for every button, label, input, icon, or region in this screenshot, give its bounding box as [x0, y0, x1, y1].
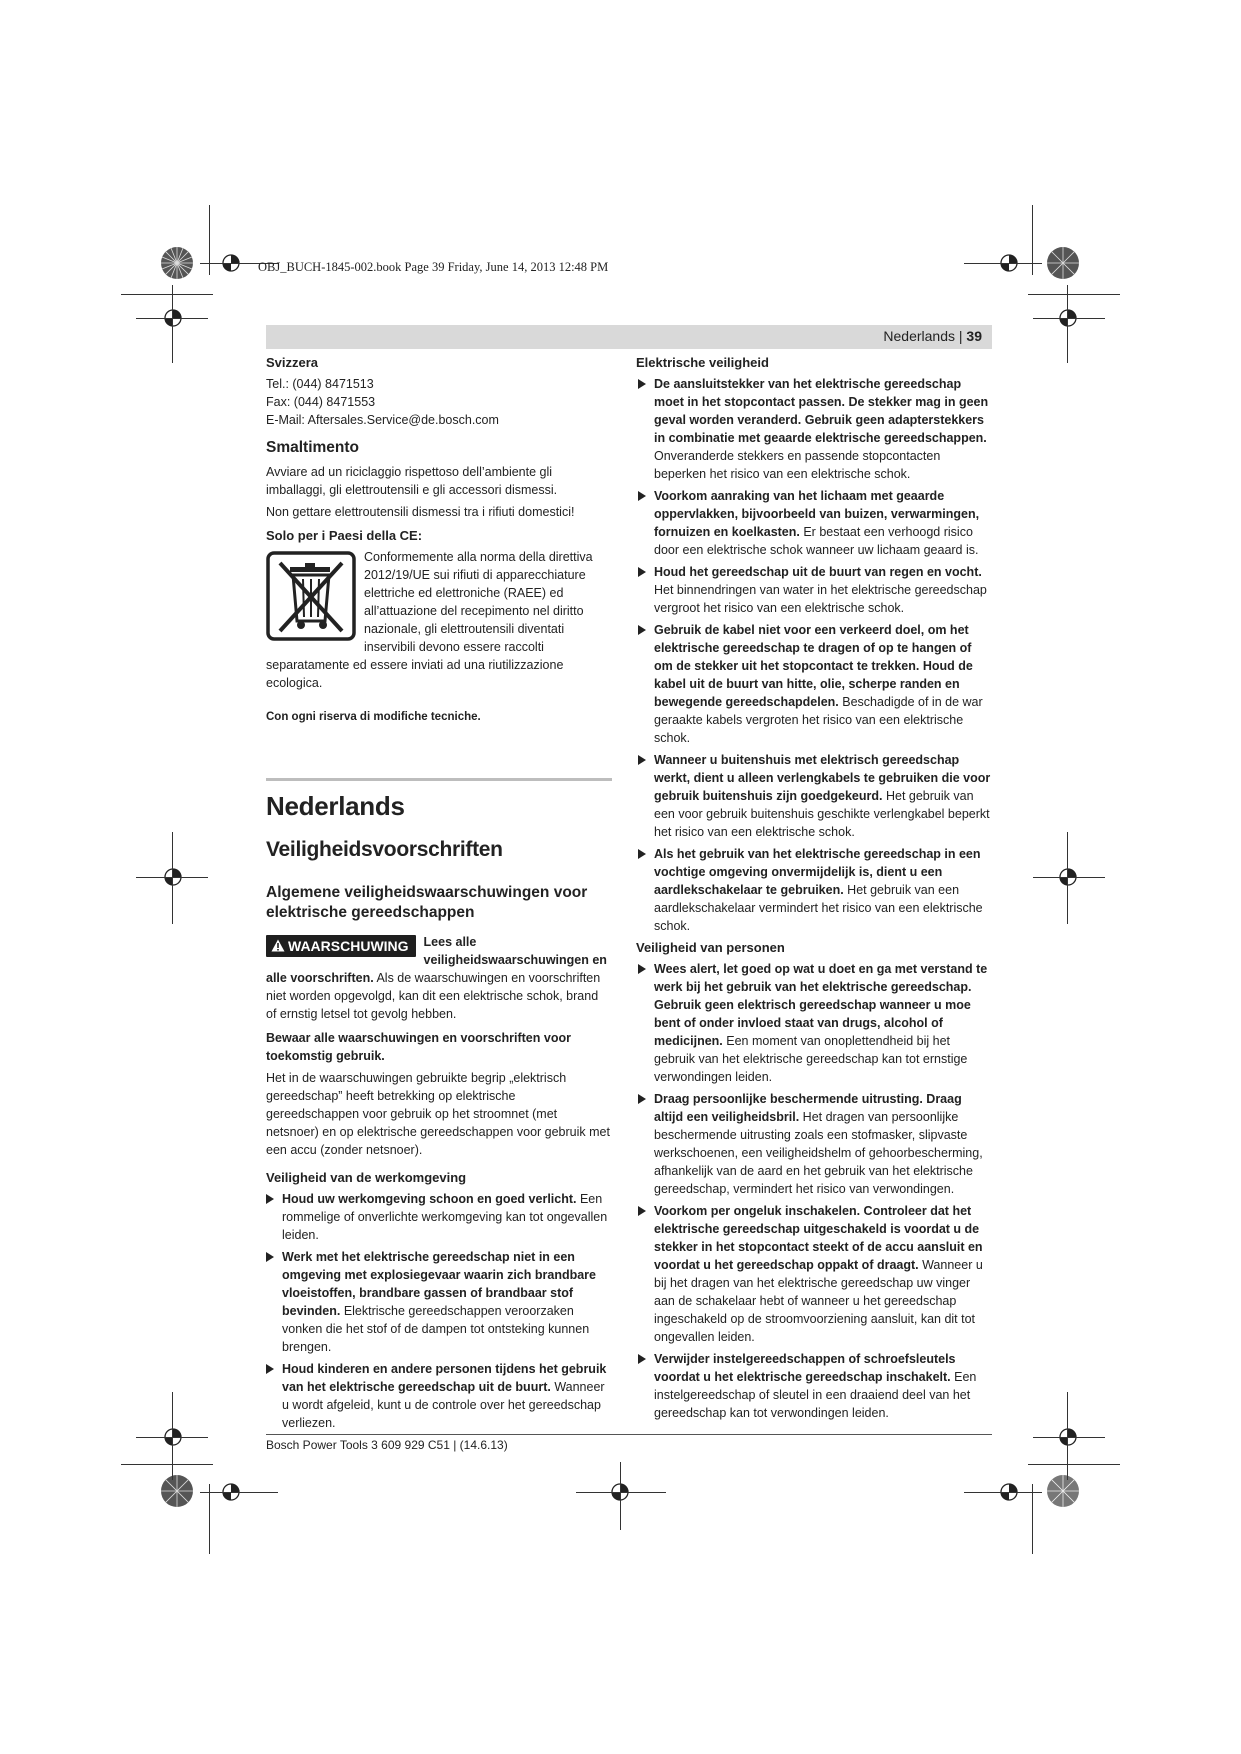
header-separator: | [958, 328, 963, 344]
email-line: E-Mail: Aftersales.Service@de.bosch.com [266, 413, 499, 427]
bullet-triangle-icon [266, 1194, 274, 1204]
list-item [654, 621, 992, 747]
warning-badge [266, 935, 416, 957]
left-column [266, 354, 612, 1436]
item-text: Het dragen van persoonlijke beschermende uitrusting zoals een stofmasker, slipvaste werkschoenen, een veiligheidshelm of gehoorbescherming, afhankelijk van de aard en het gebruik van het elektrische gereedschap, vermindert het risico van verwondingen. [654, 1110, 983, 1196]
bullet-triangle-icon [638, 755, 646, 765]
list-item [282, 1248, 612, 1356]
bullet-triangle-icon [638, 1206, 646, 1216]
registration-rosette-icon [1046, 246, 1080, 280]
ce-title: Solo per i Paesi della CE: [266, 528, 423, 543]
list-item [654, 563, 992, 617]
item-text: Beschadigde of in de war geraakte kabels vergroten het risico van een elektrische schok. [654, 695, 983, 745]
electrical-safety-list [636, 375, 992, 935]
electrical-safety-title: Elektrische veiligheid [636, 355, 769, 370]
warning-paragraph [266, 933, 612, 1023]
list-item [654, 960, 992, 1086]
personal-safety-title: Veiligheid van personen [636, 940, 785, 955]
list-item [654, 487, 992, 559]
item-bold: Voorkom aanraking van het lichaam met geaarde oppervlakken, bijvoorbeeld van buizen, verwarmingen, fornuizen en koelkasten. [654, 489, 980, 539]
warning-triangle-icon [271, 939, 285, 952]
weee-bin-icon [266, 551, 356, 641]
right-column [636, 354, 992, 1426]
page-number: 39 [966, 328, 982, 344]
list-item [282, 1190, 612, 1244]
bullet-triangle-icon [266, 1364, 274, 1374]
personal-safety-list [636, 960, 992, 1422]
registration-rosette-icon [160, 246, 194, 280]
item-text: Wanneer u wordt afgeleid, kunt u de controle over het gereedschap verliezen. [282, 1380, 605, 1430]
keep-instructions: Bewaar alle waarschuwingen en voorschriften voor toekomstig gebruik. [266, 1031, 571, 1063]
general-warnings-title: Algemene veiligheidswaarschuwingen voor elektrische gereedschappen [266, 884, 588, 921]
item-bold: Voorkom per ongeluk inschakelen. Controleer dat het elektrische gereedschap uitgeschakeld is voordat u de stekker in het stopcontact steekt of de accu aansluit en voordat u het gereedschap oppakt of draagt. [654, 1204, 983, 1272]
work-area-list [266, 1190, 612, 1432]
bullet-triangle-icon [638, 379, 646, 389]
item-text: Een instelgereedschap of sleutel in een draaiend deel van het gereedschap kan tot verwondingen leiden. [654, 1370, 977, 1420]
item-bold: Werk met het elektrische gereedschap niet in een omgeving met explosiegevaar waarin zich brandbare vloeistoffen, brandbare gassen of brandbaar stof bevinden. [282, 1250, 596, 1318]
item-bold: Houd het gereedschap uit de buurt van regen en vocht. [654, 565, 982, 579]
page-footer: Bosch Power Tools 3 609 929 C51 | (14.6.13) [266, 1438, 508, 1452]
list-item [654, 845, 992, 935]
list-item [654, 751, 992, 841]
header-language: Nederlands [883, 328, 955, 344]
item-bold: Wanneer u buitenshuis met elektrisch gereedschap werkt, dient u alleen verlengkabels te gebruiken die voor gebruik buitenshuis zijn goedgekeurd. [654, 753, 991, 803]
item-text: Het gebruik van een aardlekschakelaar vermindert het risico van een elektrische schok. [654, 883, 983, 933]
book-info-line: OBJ_BUCH-1845-002.book Page 39 Friday, June 14, 2013 12:48 PM [258, 260, 609, 274]
list-item [654, 1202, 992, 1346]
reserve-note: Con ogni riserva di modifiche tecniche. [266, 711, 481, 723]
ce-directive-text: Conformemente alla norma della direttiva 2012/19/UE sui rifiuti di apparecchiature elettriche ed elettroniche (RAEE) ed all’attuazione del recepimento nel diritto nazionale, gli elettroutensili diventati inservibili devono essere raccolti separatamente ed essere inviati ad una riutilizzazione ecologica. [266, 550, 593, 690]
term-definition: Het in de waarschuwingen gebruikte begrip „elektrisch gereedschap” heeft betrekking op elektrische gereedschappen voor gebruik op het stroomnet (met netsnoer) en op elektrische gereedschappen voor gebruik met een accu (zonder netsnoer). [266, 1071, 610, 1157]
warning-badge-label: WAARSCHUWING [288, 938, 409, 954]
work-area-title: Veiligheid van de werkomgeving [266, 1170, 467, 1185]
item-text: Elektrische gereedschappen veroorzaken vonken die het stof of de dampen tot ontsteking kunnen brengen. [282, 1304, 590, 1354]
item-text: Het gebruik van een voor gebruik buitenshuis geschikte verlengkabel beperkt het risico van een elektrische schok. [654, 789, 990, 839]
item-bold: Wees alert, let goed op wat u doet en ga met verstand te werk bij het gebruik van het elektrische gereedschap. Gebruik geen elektrisch gereedschap wanneer u moe bent of onder invloed staat van drugs, alcohol of medicijnen. [654, 962, 988, 1048]
item-text: Er bestaat een verhoogd risico door een elektrische schok wanneer uw lichaam geaard is. [654, 525, 979, 557]
smaltimento-paragraph-2: Non gettare elettroutensili dismessi tra i rifiuti domestici! [266, 505, 575, 519]
warning-bold: Lees alle veiligheidswaarschuwingen en alle voorschriften. [266, 935, 607, 985]
item-bold: Verwijder instelgereedschappen of schroefsleutels voordat u het elektrische gereedschap inschakelt. [654, 1352, 956, 1384]
list-item [282, 1360, 612, 1432]
item-text: Onveranderde stekkers en passende stopcontacten beperken het risico van een elektrische schok. [654, 449, 941, 481]
registration-rosette-icon [1046, 1474, 1080, 1508]
item-text: Een moment van onoplettendheid bij het gebruik van het elektrische gereedschap kan tot ernstige verwondingen leiden. [654, 1034, 968, 1084]
item-text: Een rommelige of onverlichte werkomgeving kan tot ongevallen leiden. [282, 1192, 608, 1242]
bullet-triangle-icon [638, 1094, 646, 1104]
weee-block [266, 548, 612, 696]
page-header-bar [266, 325, 992, 349]
footer-rule [266, 1434, 992, 1435]
bullet-triangle-icon [638, 567, 646, 577]
bullet-triangle-icon [638, 964, 646, 974]
item-bold: Houd kinderen en andere personen tijdens het gebruik van het elektrische gereedschap uit de buurt. [282, 1362, 607, 1394]
language-title: Nederlands [266, 791, 405, 821]
list-item [654, 1090, 992, 1198]
bullet-triangle-icon [638, 625, 646, 635]
registration-rosette-icon [160, 1474, 194, 1508]
item-bold: De aansluitstekker van het elektrische gereedschap moet in het stopcontact passen. De stekker mag in geen geval worden veranderd. Gebruik geen adapterstekkers in combinatie met geaarde elektrische gereedschappen. [654, 377, 989, 445]
list-item [654, 375, 992, 483]
bullet-triangle-icon [266, 1252, 274, 1262]
item-text: Het binnendringen van water in het elektrische gereedschap vergroot het risico van een elektrische schok. [654, 583, 987, 615]
item-bold: Gebruik de kabel niet voor een verkeerd doel, om het elektrische gereedschap te dragen of op te hangen of om de stekker uit het stopcontact te trekken. Houd de kabel uit de buurt van hitte, olie, scherpe randen en bewegende gereedschapdelen. [654, 623, 973, 709]
smaltimento-paragraph: Avviare ad un riciclaggio rispettoso dell’ambiente gli imballaggi, gli elettroutensili e gli accessori dismessi. [266, 465, 558, 497]
safety-title: Veiligheidsvoorschriften [266, 838, 503, 861]
smaltimento-title: Smaltimento [266, 439, 360, 456]
warning-text: Als de waarschuwingen en voorschriften niet worden opgevolgd, kan dit een elektrische schok, brand of ernstig letsel tot gevolg hebben. [266, 971, 601, 1021]
svizzera-title: Svizzera [266, 355, 319, 370]
page-header [883, 328, 982, 344]
item-bold: Houd uw werkomgeving schoon en goed verlicht. [282, 1192, 577, 1206]
list-item [654, 1350, 992, 1422]
tel-line: Tel.: (044) 8471513 [266, 377, 374, 391]
item-text: Wanneer u bij het dragen van het elektrische gereedschap uw vinger aan de schakelaar hebt of wanneer u het gereedschap ingeschakeld op de stroomvoorziening aansluit, kan dit tot ongevallen leiden. [654, 1258, 983, 1344]
bullet-triangle-icon [638, 1354, 646, 1364]
item-bold: Als het gebruik van het elektrische gereedschap in een vochtige omgeving onvermijdelijk is, dient u een aardlekschakelaar te gebruiken. [654, 847, 981, 897]
bullet-triangle-icon [638, 491, 646, 501]
item-bold: Draag persoonlijke beschermende uitrusting. Draag altijd een veiligheidsbril. [654, 1092, 962, 1124]
bullet-triangle-icon [638, 849, 646, 859]
section-divider [266, 778, 612, 781]
fax-line: Fax: (044) 8471553 [266, 395, 376, 409]
